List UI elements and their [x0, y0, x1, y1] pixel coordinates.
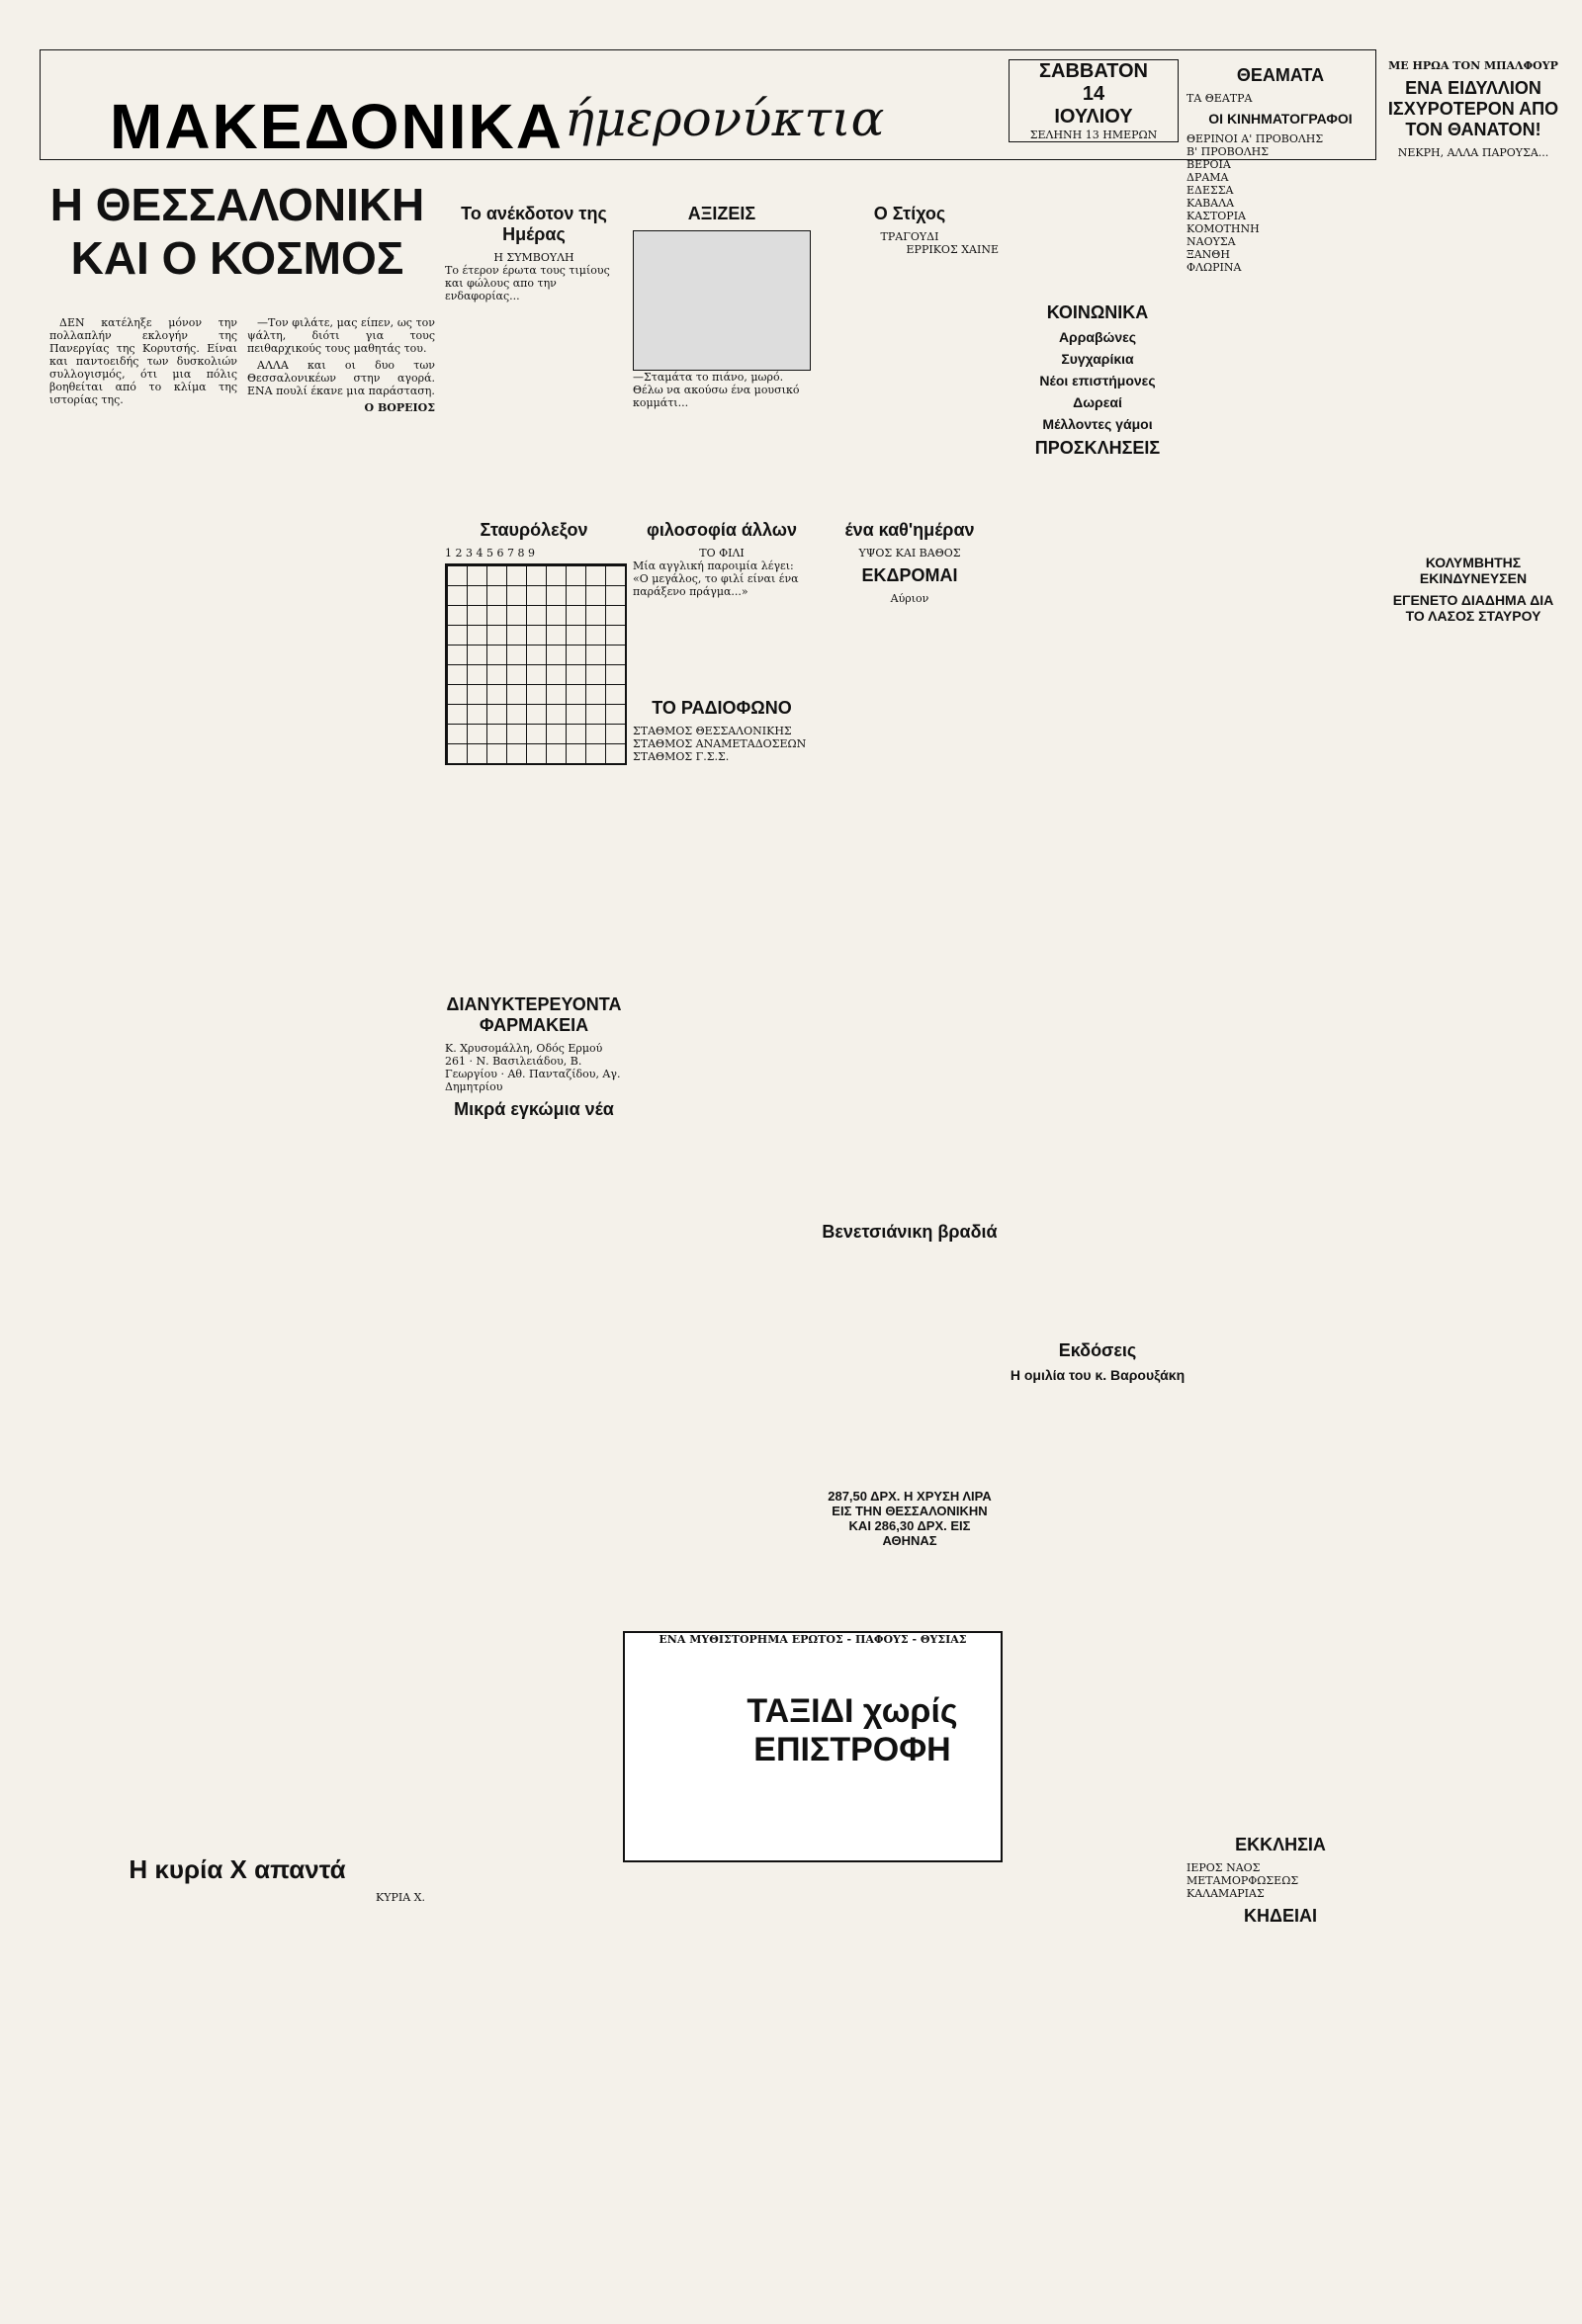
rescue-headline: ΚΟΛΥΜΒΗΤΗΣ ΕΚΙΝΔΥΝΕΥΣΕΝ — [1419, 555, 1528, 586]
anecdote-text: Το έτερον έρωτα τους τιμίους και φώλους απο την ενδαφορίας... — [445, 264, 610, 302]
region-name: ΔΡΑΜΑ — [1186, 171, 1229, 184]
dateline-day: ΣΑΒΒΑΤΟΝ — [1039, 60, 1148, 82]
radio-station: ΣΤΑΘΜΟΣ ΘΕΣΣΑΛΟΝΙΚΗΣ — [633, 725, 792, 737]
poem-author: ΕΡΡΙΚΟΣ ΧΑΙΝΕ — [906, 243, 999, 256]
region-name: ΒΕΡΟΙΑ — [1186, 158, 1231, 171]
radio-station: ΣΤΑΘΜΟΣ Γ.Σ.Σ. — [633, 750, 730, 763]
regions — [1186, 158, 1374, 274]
publications-box — [1009, 1334, 1186, 1389]
radio-station: ΣΤΑΘΜΟΣ ΑΝΑΜΕΤΑΔΟΣΕΩΝ — [633, 737, 807, 750]
speech-title: Η ομιλία του κ. Βαρουξάκη — [1010, 1367, 1186, 1383]
right-column — [1384, 59, 1562, 630]
region-name: ΚΑΣΤΟΡΙΑ — [1186, 210, 1246, 222]
poem-box — [821, 198, 999, 256]
region-name: ΕΔΕΣΣΑ — [1186, 184, 1234, 197]
excursions-title: ΕΚΔΡΟΜΑΙ — [861, 565, 958, 585]
church-box — [1186, 1829, 1374, 1933]
philosophy-text: Μία αγγλική παροιμία λέγει: «Ο μεγάλος, το φιλί είναι ένα παράξενο πράγμα...» — [633, 559, 799, 598]
venetian-title: Βενετσιάνικη βραδιά — [822, 1222, 998, 1242]
cartoon-title: ΑΞΙΖΕΙΣ — [687, 204, 756, 223]
right-sub: ΝΕΚΡΗ, ΑΛΛΑ ΠΑΡΟΥΣΑ... — [1397, 146, 1549, 159]
masthead-subtitle: ήμερονύκτια — [565, 90, 885, 147]
crossword-numbers: 1 2 3 4 5 6 7 8 9 — [445, 547, 535, 559]
dateline-moon: ΣΕΛΗΝΗ 13 ΗΜΕΡΩΝ — [1029, 129, 1158, 141]
questions-signature: ΚΥΡΙΑ Χ. — [376, 1891, 425, 1904]
movie-ad — [623, 1631, 1003, 1862]
cinemas-title: ΟΙ ΚΙΝΗΜΑΤΟΓΡΑΦΟΙ — [1208, 111, 1353, 127]
crossword-grid — [445, 563, 627, 765]
region-name: ΝΑΟΥΣΑ — [1186, 235, 1236, 248]
cinemas-premiere: ΘΕΡΙΝΟΙ Α' ΠΡΟΒΟΛΗΣ — [1186, 132, 1324, 145]
theatres-title: ΘΕΑΜΑΤΑ — [1236, 65, 1325, 85]
theatres-box — [1186, 59, 1374, 274]
philosophy-box — [633, 514, 811, 598]
dateline-date: 14 — [1082, 83, 1105, 105]
philosophy-sub: ΤΟ ΦΙΛΙ — [699, 547, 745, 559]
masthead-title: ΜΑΚΕΔΟΝΙΚΑ — [110, 91, 564, 162]
small-ads-title: Μικρά εγκώμια νέα — [454, 1099, 614, 1119]
anecdote-sub: Η ΣΥΜΒΟΥΛΗ — [493, 251, 574, 264]
region-name: ΞΑΝΘΗ — [1186, 248, 1230, 261]
lead-paragraph: —Τον φιλάτε, μας είπεν, ως τον ψάλτη, διότι για τους πειθαρχικούς τους μαθητάς του. — [247, 316, 435, 355]
anecdote-box — [445, 198, 623, 302]
invitations-title: ΠΡΟΣΚΛΗΣΕΙΣ — [1034, 438, 1161, 458]
church-title: ΕΚΚΛΗΣΙΑ — [1235, 1835, 1326, 1854]
gold-box — [821, 1483, 999, 1554]
church-body: ΙΕΡΟΣ ΝΑΟΣ ΜΕΤΑΜΟΡΦΩΣΕΩΣ ΚΑΛΑΜΑΡΙΑΣ — [1186, 1861, 1299, 1900]
poem-title: Ο Στίχος — [873, 204, 946, 223]
cinemas-second: Β' ΠΡΟΒΟΛΗΣ — [1186, 145, 1270, 158]
pharmacies-box — [445, 989, 623, 1126]
daily-sub: ΥΨΟΣ ΚΑΙ ΒΑΘΟΣ — [858, 547, 961, 559]
region-name: ΦΛΩΡΙΝΑ — [1186, 261, 1242, 274]
dateline-month: ΙΟΥΛΙΟΥ — [1054, 106, 1133, 128]
relay-headline: ΕΓΕΝΕΤΟ ΔΙΑΔΗΜΑ ΔΙΑ ΤΟ ΛΑΣΟΣ ΣΤΑΥΡΟΥ — [1392, 592, 1554, 624]
right-header: ΜΕ ΗΡΩΑ ΤΟΝ ΜΠΑΛΦΟΥΡ — [1388, 59, 1558, 72]
movie-ad-title: ΤΑΞΙΔΙ χωρίς ΕΠΙΣΤΡΟΦΗ — [747, 1692, 958, 1768]
cartoon-box — [633, 198, 811, 409]
daily-box — [821, 514, 999, 605]
radio-title: ΤΟ ΡΑΔΙΟΦΩΝΟ — [652, 698, 792, 718]
excursions-sub: Αύριον — [890, 592, 929, 605]
social-box — [1009, 297, 1186, 465]
lead-column-1 — [49, 316, 237, 410]
movie-ad-headline: ΕΝΑ ΜΥΘΙΣΤΟΡΗΜΑ ΕΡΩΤΟΣ - ΠΑΦΟΥΣ - ΘΥΣΙΑΣ — [659, 1633, 967, 1646]
social-engagements: Αρραβώνες — [1058, 329, 1137, 345]
publications-title: Εκδόσεις — [1058, 1340, 1137, 1360]
region-name: ΚΟΜΟΤΗΝΗ — [1186, 222, 1260, 235]
theatres-sub: ΤΑ ΘΕΑΤΡΑ — [1186, 92, 1253, 105]
social-congrats: Συγχαρίκια — [1061, 351, 1134, 367]
right-headline: ΕΝΑ ΕΙΔΥΛΛΙΟΝ ΙΣΧΥΡΟΤΕΡΟΝ ΑΠΟ ΤΟΝ ΘΑΝΑΤΟΝ! — [1387, 78, 1559, 139]
social-graduates: Νέοι επιστήμονες — [1039, 373, 1156, 388]
crossword-title: Σταυρόλεξον — [480, 520, 588, 540]
cartoon-image — [633, 230, 811, 371]
funerals-title: ΚΗΔΕΙΑΙ — [1244, 1906, 1317, 1926]
lead-column-2 — [247, 316, 435, 418]
lead-headline: Η ΘΕΣΣΑΛΟΝΙΚΗ ΚΑΙ Ο ΚΟΣΜΟΣ — [49, 179, 425, 284]
questions-title: Η κυρία Χ απαντά — [129, 1854, 346, 1884]
pharmacies-list: Κ. Χρυσομάλλη, Οδός Ερμού 261 · Ν. Βασιλειάδου, Β. Γεωργίου · Αθ. Πανταζίδου, Αγ. Δημητρίου — [445, 1042, 621, 1093]
cartoon-caption: —Σταμάτα το πιάνο, μωρό. Θέλω να ακούσω ένα μουσικό κομμάτι... — [633, 371, 800, 409]
radio-box — [633, 692, 811, 763]
lead-paragraph: ΑΛΛΑ και οι δυο των Θεσσαλονικέων στην αγορά. ΕΝΑ πουλί έκανε μια παράσταση. — [247, 359, 435, 397]
gold-title: 287,50 ΔΡΧ. Η ΧΡΥΣΗ ΛΙΡΑ ΕΙΣ ΤΗΝ ΘΕΣΣΑΛΟΝΙΚΗΝ ΚΑΙ 286,30 ΔΡΧ. ΕΙΣ ΑΘΗΝΑΣ — [828, 1489, 992, 1548]
social-weddings: Μέλλοντες γάμοι — [1042, 416, 1153, 432]
crossword-header — [445, 514, 623, 559]
anecdote-title: Το ανέκδοτον της Ημέρας — [461, 204, 607, 244]
philosophy-title: φιλοσοφία άλλων — [647, 520, 797, 540]
daily-title: ένα καθ'ημέραν — [844, 520, 975, 540]
pharmacies-title: ΔΙΑΝΥΚΤΕΡΕΥΟΝΤΑ ΦΑΡΜΑΚΕΙΑ — [446, 994, 622, 1035]
lead-paragraph: ΔΕΝ κατέληξε μόνον την πολλαπλήν εκλογήν της Πανεργίας της Κορυτσής. Είναι και παντοειδής των δυσκολιών συλλογισμός, ότι μια πόλις βοηθείται από το κλίμα της ιστορίας της. — [49, 316, 237, 406]
social-title: ΚΟΙΝΩΝΙΚΑ — [1046, 302, 1149, 322]
region-name: ΚΑΒΑΛΑ — [1186, 197, 1235, 210]
dateline — [1009, 59, 1179, 142]
lead-byline: Ο ΒΟΡΕΙΟΣ — [364, 401, 435, 414]
questions-box — [49, 1849, 425, 1904]
poem-sub: ΤΡΑΓΟΥΔΙ — [880, 230, 939, 243]
social-gifts: Δωρεαί — [1073, 394, 1122, 410]
venetian-box — [821, 1216, 999, 1248]
